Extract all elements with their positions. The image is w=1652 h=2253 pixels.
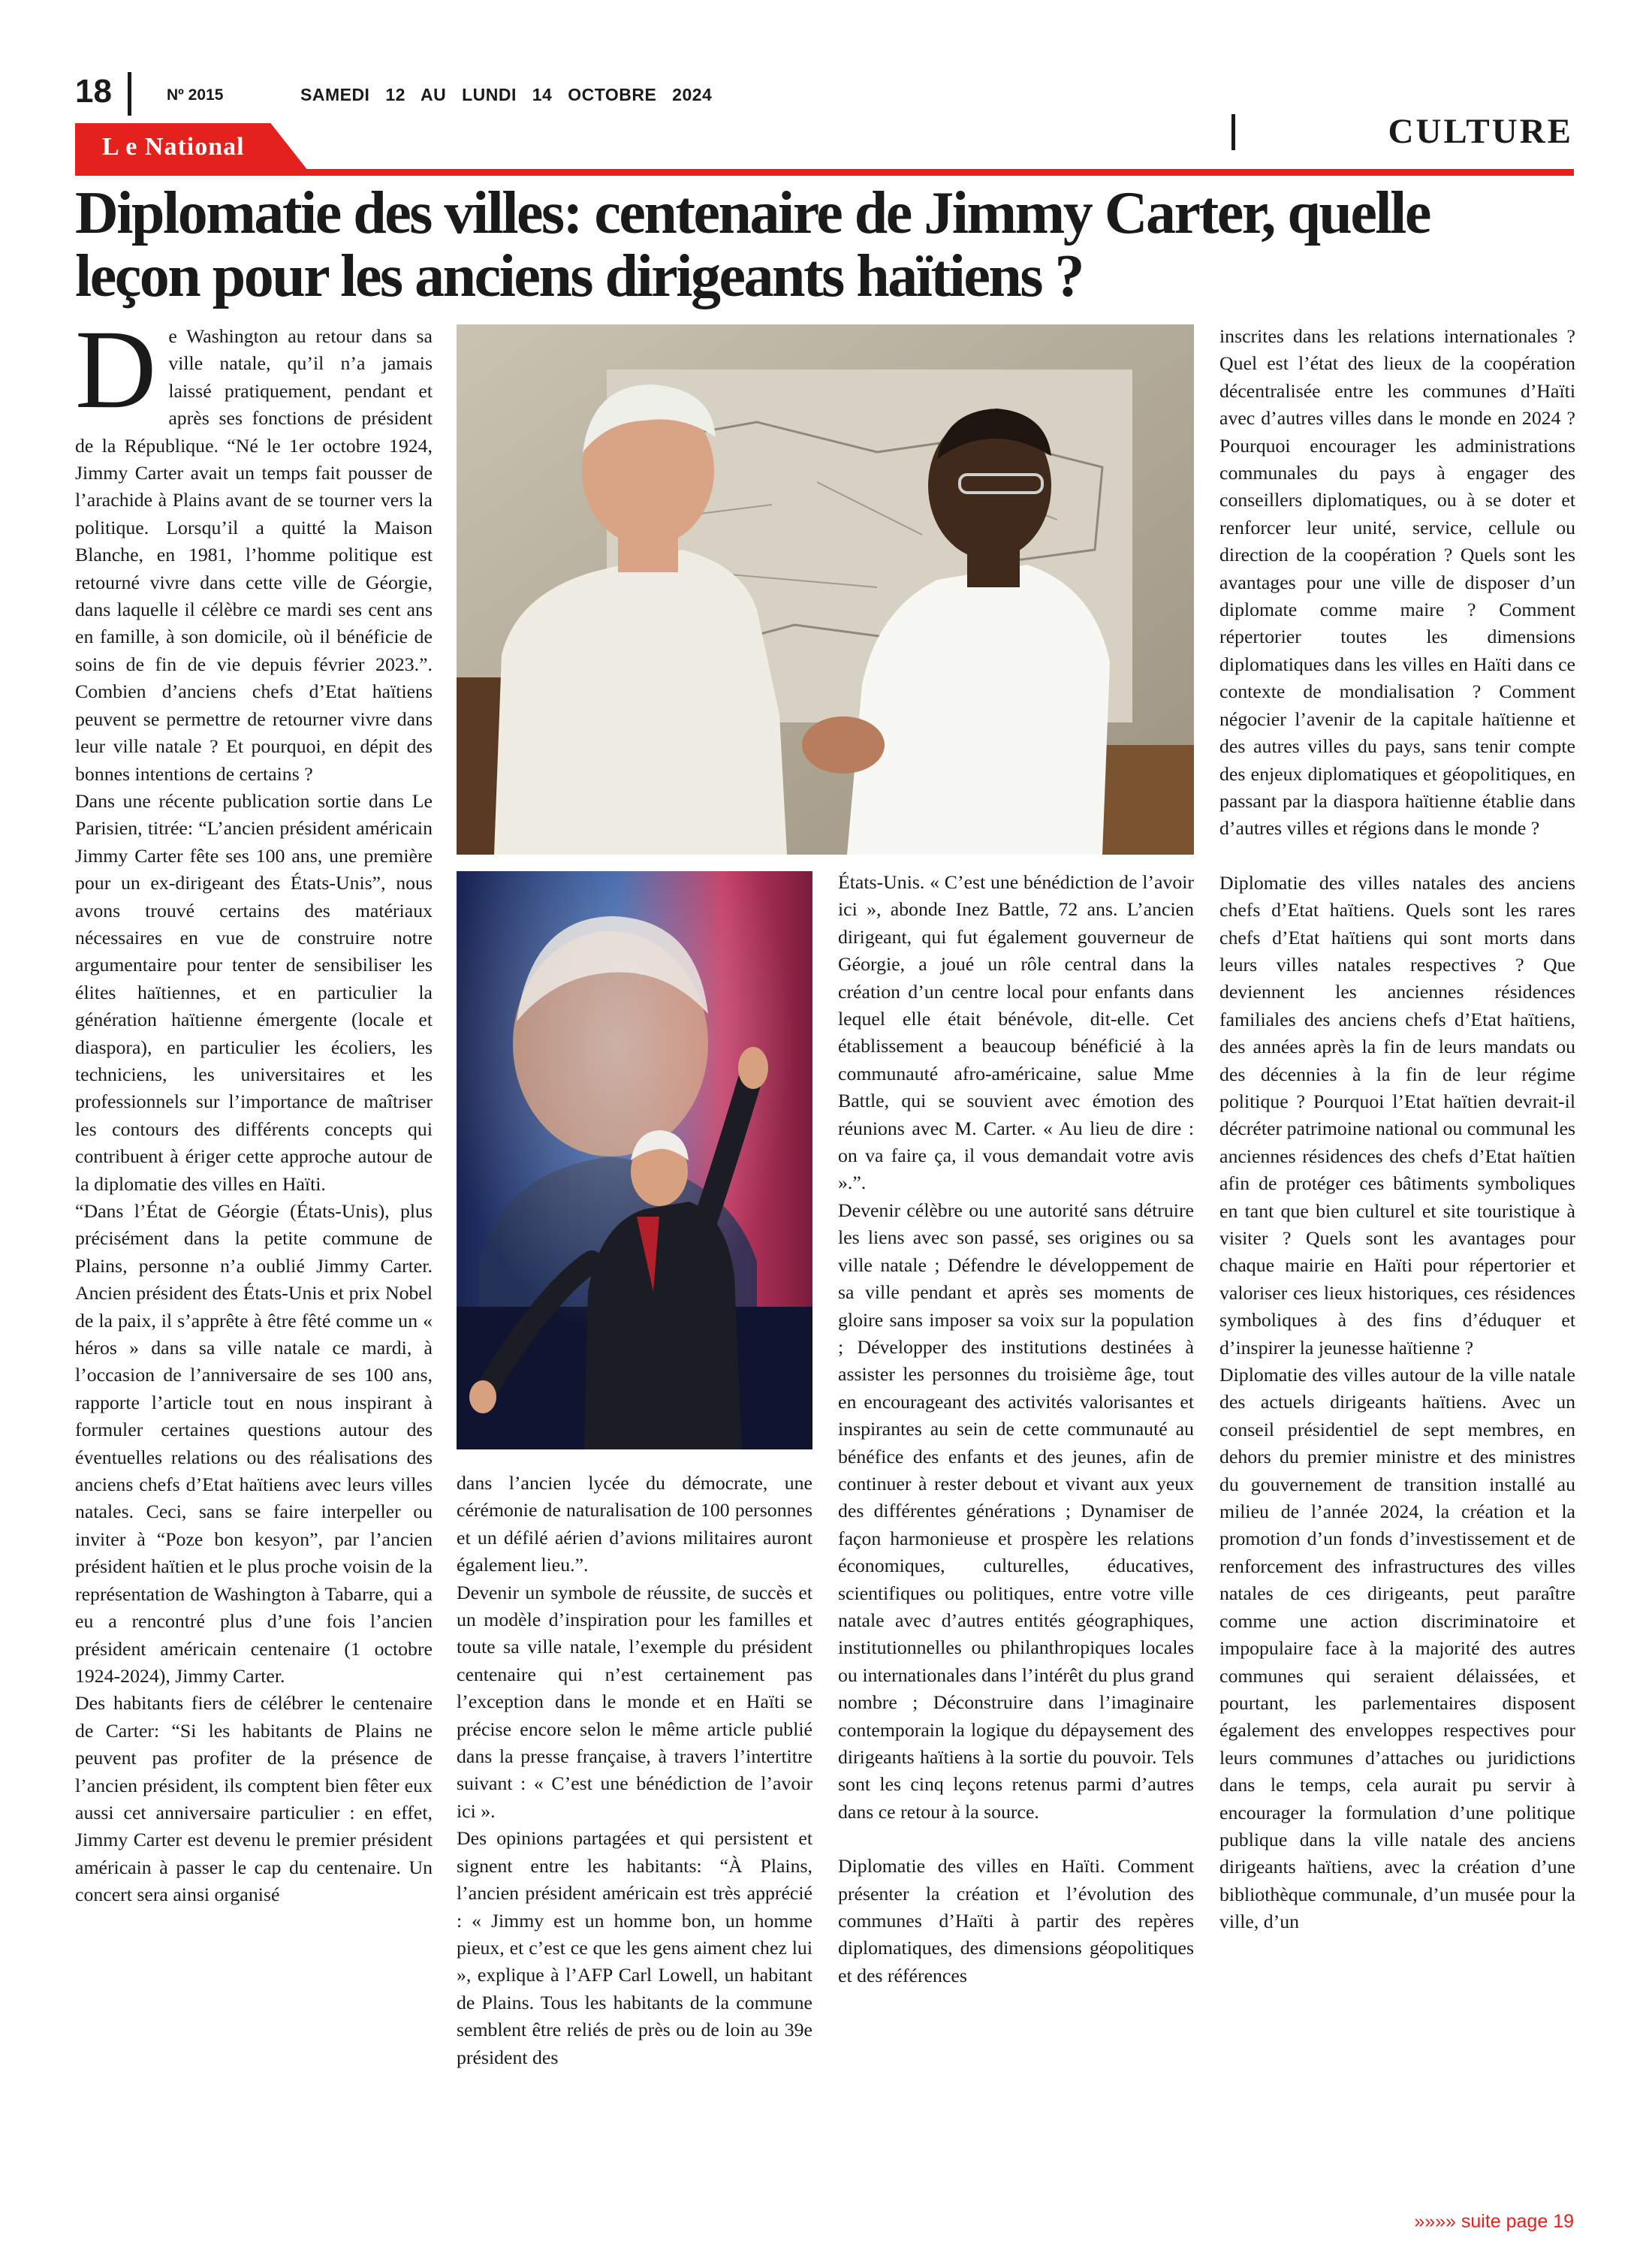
paragraph: “Dans l’État de Géorgie (États-Unis), plus précisément dans la petite commune de Plains, personne n’a oublié Jimmy Carter. Ancien président des États-Unis et prix Nobel de la paix, il s’apprête à être fêté comme un « héros » dans sa ville natale ce mardi, à l’occasion de l’anniversaire de ses 100 ans, rapporte l’article tout en nous inspirant à formuler certaines questions autour des éventuelles relations ou des réalisations des anciens chefs d’Etat haïtiens avec leurs villes natales. Ceci, sans se faire interpeller ou inviter à “Poze bon kesyon”, par l’ancien président haïtien et le plus proche voisin de la représentation de Washington à Tabarre, qui a eu a rencontré plus d’une fois l’ancien président américain centenaire (1 octobre 1924-2024), Jimmy Carter. — [75, 1200, 433, 1687]
paragraph: Des habitants fiers de célébrer le centenaire de Carter: “Si les habitants de Plains ne peuvent pas profiter de la présence de l’ancien président, ils comptent bien fêter eux aussi cet anniversaire particulier : en effet, Jimmy Carter est devenu le premier président américain à passer le cap du centenaire. Un concert sera ainsi organisé — [75, 1692, 433, 1906]
page-number: 18 — [75, 73, 112, 110]
paragraph: Diplomatie des villes autour de la ville natale des actuels dirigeants haïtiens. Avec un conseil présidentiel de sept membres, en dehors du premier ministre et des ministres du gouvernement de transition installé au milieu de l’année 2024, la création et la promotion d’un fonds d’investissement et de renforcement des infrastructures des villes natales de ces dirigeants, peut paraître comme une action discriminatoire et impopulaire face à la majorité des autres communes qui seraient délaissées, et pourtant, les parlementaires disposent également des enveloppes respectives pour leurs communes d’attaches ou juridictions dans le temps, cela aurait pu servir à encourager la formulation d’une politique publique dans la ville natale des anciens dirigeants haïtiens, avec la création d’une bibliothèque communale, d’un musée pour la ville, d’un — [1219, 1364, 1575, 1933]
photo-carter-handshake — [457, 324, 1194, 855]
paragraph-gap — [838, 1826, 1194, 1853]
paragraph: Dans une récente publication sortie dans Le Parisien, titrée: “L’ancien président américain Jimmy Carter fête ses 100 ans, une première pour un ex-dirigeant des États-Unis”, nous avons trouvé certains des matériaux nécessaires en vue de construire notre argumentaire pour tenter de sensibiliser les élites haïtiennes, et en particulier la génération haïtienne émergente (locale et diaspora), en particulier les écoliers, les techniciens, les universitaires et les professionnels sur l’importance de maîtriser les contours des différents concepts qui contribuent à ériger cette approche autour de la diplomatie des villes en Haïti. — [75, 789, 433, 1195]
headline-line-1: Diplomatie des villes: centenaire de Jimmy Carter, quelle — [75, 180, 1430, 246]
paragraph: Diplomatie des villes natales des anciens chefs d’Etat haïtiens. Quels sont les rares chefs d’Etat haïtiens qui sont morts dans leurs villes natales respectives ? Que deviennent les anciennes résidences familiales des anciens chefs d’Etat haïtiens, des années après la fin de leurs mandats ou des décennies à la fin de leur régime politique ? Pourquoi l’Etat haïtien devrait-il décréter patrimoine national ou communal les anciennes résidences des chefs d’Etat haïtien afin de protéger ces bâtiments symboliques en tant que bien culturel et site touristique à visiter ? Quels sont les avantages pour chaque mairie en Haïti pour répertorier et valoriser ces lieux historiques, ces résidences symboliques à des fins d’éduquer et d’inspirer la jeunesse haïtienne ? — [1219, 871, 1575, 1359]
paragraph: dans l’ancien lycée du démocrate, une cérémonie de naturalisation de 100 personnes et un défilé aérien d’avions militaires auront également lieu.”. — [457, 1472, 812, 1576]
drop-cap: D — [75, 307, 157, 432]
lead-paragraph — [75, 307, 433, 788]
issue-number: Nº 2015 — [167, 86, 224, 104]
paragraph-gap — [1219, 843, 1575, 870]
page-number-divider — [128, 72, 131, 116]
newspaper-brand: L e National — [102, 133, 245, 161]
section-divider — [1231, 114, 1235, 150]
article-headline — [75, 182, 1577, 308]
paragraph: Diplomatie des villes en Haïti. Comment présenter la création et l’évolution des communes d’Haïti à partir des repères diplomatiques, des dimensions géopolitiques et des références — [838, 1855, 1194, 1986]
section-title: CULTURE — [1388, 112, 1573, 151]
paragraph: Des opinions partagées et qui persistent et signent entre les habitants: “À Plains, l’ancien président américain est très apprécié : « Jimmy est un homme bon, un homme pieux, et c’est ce que les gens aiment chez lui », explique à l’AFP Carl Lowell, un habitant de Plains. Tous les habitants de la commune semblent être reliés de près ou de loin au 39e président des — [457, 1827, 812, 2068]
header-rule — [75, 169, 1574, 176]
lead-text: e Washington au retour dans sa ville natale, qu’il n’a jamais laissé pratiquement, pendant et après ses fonctions de président de la République. “Né le 1er octobre 1924, Jimmy Carter avait un temps fait pousser de l’arachide à Plains avant de se tourner vers la politique. Lorsqu’il a quitté la Maison Blanche, en 1981, l’homme politique est retourné vivre dans cette ville de Géorgie, dans laquelle il célèbre ce mardi ses cent ans en famille, à son domicile, où il bénéficie de soins de fin de vie depuis février 2023.”. Combien d’anciens chefs d’Etat haïtiens peuvent se permettre de retourner vivre dans leur ville natale ? Et pourquoi, en dépit des bonnes intentions de certains ? — [75, 325, 433, 785]
headline-line-2: leçon pour les anciens dirigeants haïtiens ? — [75, 243, 1083, 309]
photo-carter-stage — [457, 871, 812, 1449]
article-column-2 — [457, 1470, 812, 2071]
paragraph: inscrites dans les relations internationales ? Quel est l’état des lieux de la coopération décentralisée entre les communes d’Haïti avec d’autres villes dans le monde en 2024 ? Pourquoi encourager les administrations communales du pays à engager des conseillers diplomatiques, ou à se doter et renforcer leur unité, service, cellule ou direction de la coopération ? Quels sont les avantages pour une ville de disposer d’un diplomate comme maire ? Comment répertorier toutes les dimensions diplomatiques dans les villes en Haïti dans ce contexte de mondialisation ? Comment négocier l’avenir de la capitale haïtienne et des autres villes du pays, sans tenir compte des enjeux diplomatiques et géopolitiques, en passant par la diaspora haïtienne établie dans d’autres villes et régions dans le monde ? — [1219, 325, 1575, 840]
article-column-3 — [838, 869, 1194, 1989]
article-column-1 — [75, 307, 433, 1909]
continued-link[interactable]: »»»» suite page 19 — [1414, 2211, 1574, 2232]
paragraph: Devenir célèbre ou une autorité sans détruire les liens avec son passé, ses origines ou sa ville natale ; Défendre le développement de sa ville pendant et après ses moments de gloire sans imposer sa voix sur la population ; Développer des institutions destinées à assister les personnes du troisième âge, tout en encourageant des activités valorisantes et inspirantes au sein de cette communauté au bénéfice des enfants et des jeunes, afin de continuer à rester debout et vivant aux yeux des différentes générations ; Dynamiser de façon harmonieuse et prospère les relations économiques, culturelles, éducatives, scientifiques ou politiques, entre votre ville natale avec d’autres entités géographiques, institutionnelles ou philanthropiques locales ou internationales dans l’intérêt du plus grand nombre ; Déconstruire dans l’imaginaire contemporain la logique du dépaysement des dirigeants haïtiens à la sortie du pouvoir. Tels sont les cinq leçons retenus parmi d’autres dans ce retour à la source. — [838, 1199, 1194, 1823]
paragraph: Devenir un symbole de réussite, de succès et un modèle d’inspiration pour les familles et toute sa ville natale, l’exemple du président centenaire qui n’est certainement pas l’exception dans le monde et en Haïti se précise encore selon le même article publié dans la presse française, à travers l’intertitre suivant : « C’est une bénédiction de l’avoir ici ». — [457, 1581, 812, 1822]
article-column-4 — [1219, 323, 1575, 1936]
paragraph: États-Unis. « C’est une bénédiction de l’avoir ici », abonde Inez Battle, 72 ans. L’ancien dirigeant, qui fut également gouverneur de Géorgie, a joué un rôle central dans la création d’un centre local pour enfants dans lequel elle était bénévole, dit-elle. Cet établissement a beaucoup bénéficié à la communauté afro-américaine, salue Mme Battle, qui se souvient avec émotion des réunions avec M. Carter. « Au lieu de dire : on va faire ça, il vous demandait votre avis ».”. — [838, 871, 1194, 1194]
issue-date: SAMEDI 12 AU LUNDI 14 OCTOBRE 2024 — [300, 85, 713, 104]
